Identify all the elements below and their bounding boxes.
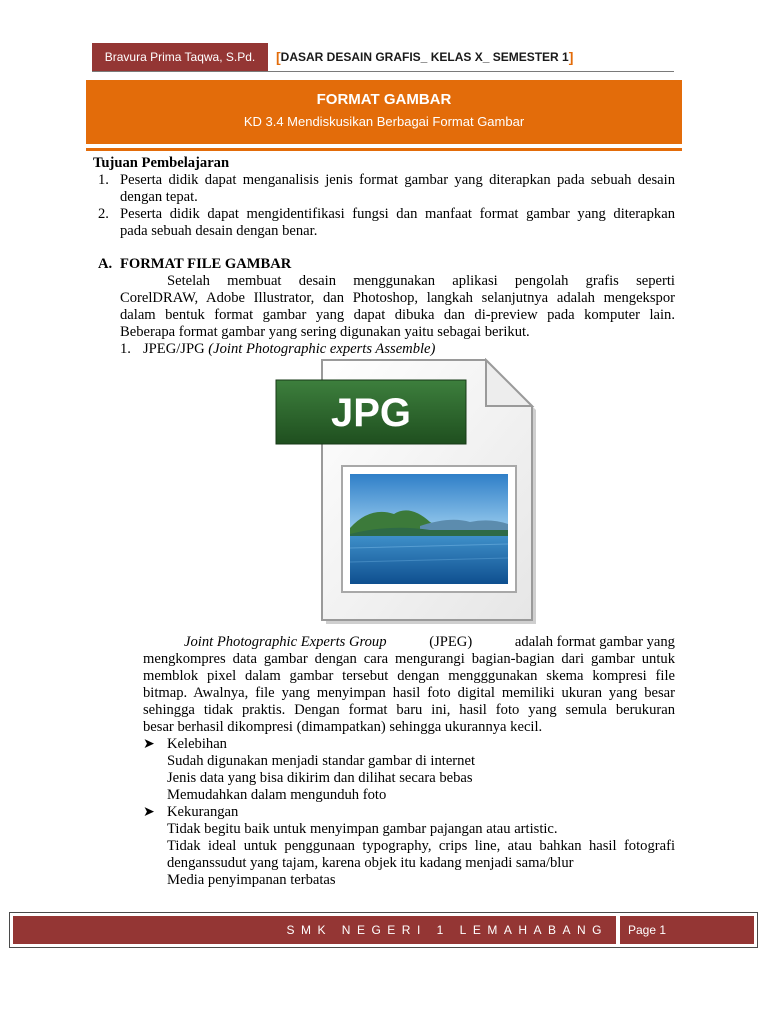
bracket-close: ] — [568, 49, 574, 65]
banner-underline — [86, 148, 682, 151]
jpeg-definition-start: adalah format gambar yang — [514, 634, 675, 650]
page-header — [92, 43, 674, 72]
jpeg-full-name: Joint Photographic Experts Group — [184, 634, 387, 650]
banner-title: FORMAT GAMBAR — [316, 91, 452, 108]
title-banner — [86, 80, 682, 144]
header-author: Bravura Prima Taqwa, S.Pd. — [92, 43, 268, 71]
disadvantage-item: denganssudut yang tajam, karena objek itu kadang menjadi sama/blur — [167, 855, 574, 871]
disadvantages-heading: Kekurangan — [167, 804, 239, 820]
jpg-label-text: JPG — [330, 391, 412, 435]
jpeg-abbr: (JPEG) — [429, 634, 473, 650]
disadvantage-item: Tidak ideal untuk penggunaan typography, crips line, atau bahkan hasil fotografi — [167, 838, 675, 854]
intro-line: Setelah membuat desain menggunakan aplikasi pengolah grafis seperti — [167, 273, 675, 289]
objective-number: 1. — [98, 172, 109, 188]
objective-number: 2. — [98, 206, 109, 222]
objective-line: Peserta didik dapat menganalisis jenis format gambar yang diterapkan pada sebuah desain — [120, 172, 675, 188]
format-expansion: (Joint Photographic experts Assemble) — [208, 341, 436, 357]
footer-school-name: SMK NEGERI 1 LEMAHABANG — [13, 916, 616, 944]
intro-line: Beberapa format gambar yang sering digunakan yaitu sebagai berikut. — [120, 324, 530, 340]
disadvantage-item: Tidak begitu baik untuk menyimpan gambar pajangan atau artistic. — [167, 821, 558, 837]
advantages-heading: Kelebihan — [167, 736, 227, 752]
header-course — [276, 43, 573, 71]
bracket-open: [ — [276, 49, 281, 65]
advantage-item: Sudah digunakan menjadi standar gambar di internet — [167, 753, 476, 769]
advantage-item: Memudahkan dalam mengunduh foto — [167, 787, 387, 803]
format-item-title — [143, 341, 435, 358]
format-item-number: 1. — [120, 341, 131, 357]
intro-line: CorelDRAW, Adobe Illustrator, dan Photoshop, langkah selanjutnya adalah mengekspor — [120, 290, 675, 306]
banner-subtitle: KD 3.4 Mendiskusikan Berbagai Format Gambar — [243, 114, 525, 129]
section-title: FORMAT FILE GAMBAR — [120, 256, 292, 272]
format-name: JPEG/JPG — [143, 341, 205, 357]
course-title: DASAR DESAIN GRAFIS_ KELAS X_ SEMESTER 1 — [280, 50, 569, 64]
jpeg-line: besar berhasil dikompresi (dimampatkan) sehingga ukurannya kecil. — [143, 719, 543, 735]
jpeg-first-line — [184, 634, 675, 651]
objective-line: Peserta didik dapat mengidentifikasi fungsi dan manfaat format gambar yang diterapkan — [120, 206, 675, 222]
intro-line: dalam bentuk format gambar yang dapat dibuka dan di-preview pada komputer lain. — [120, 307, 675, 323]
jpeg-line: sehingga tidak praktis. Dengan format baru ini, hasil foto yang semula berukuran — [143, 702, 675, 718]
objective-line: pada sebuah desain dengan benar. — [120, 223, 318, 239]
objective-line: dengan tepat. — [120, 189, 198, 205]
section-letter: A. — [98, 256, 113, 272]
jpeg-line: mengkompres data gambar dengan cara mengurangi bagian-bagian dari gambar untuk — [143, 651, 675, 667]
advantage-item: Jenis data yang bisa dikirim dan dilihat secara bebas — [167, 770, 473, 786]
footer-page-number: Page 1 — [620, 916, 754, 944]
arrow-bullet-icon: ➤ — [143, 736, 155, 752]
jpg-file-icon — [270, 358, 542, 626]
jpeg-line: bitmap. Awalnya, file yang menyimpan hasil foto digital memiliki ukuran yang besar — [143, 685, 675, 701]
disadvantage-item: Media penyimpanan terbatas — [167, 872, 336, 888]
objectives-heading: Tujuan Pembelajaran — [93, 155, 230, 171]
arrow-bullet-icon: ➤ — [143, 804, 155, 820]
jpeg-line: memblok pixel dalam gambar tersebut dengan mengggunakan skema kompresi file — [143, 668, 675, 684]
